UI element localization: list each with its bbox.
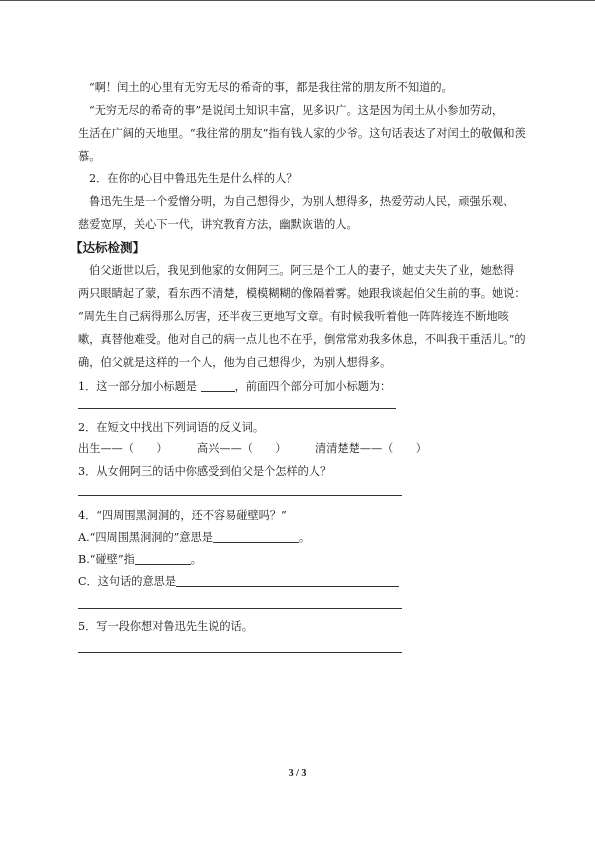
question-4b xyxy=(78,553,202,567)
q4a-blank[interactable] xyxy=(213,531,299,543)
passage-line-4: 嗽，真替他难受。他对自己的病一点儿也不在乎，倒常常劝我多休息，不叫我干重活儿。”的 xyxy=(78,333,526,346)
antonym-item-3: 清清楚楚——（ ） xyxy=(315,442,427,455)
question-4a xyxy=(78,531,310,545)
answer-2-line-2: 慈爱宽厚，关心下一代，讲究教育方法，幽默诙谐的人。 xyxy=(78,218,358,231)
passage-line-2: 两只眼睛起了蒙，看东西不清楚，模模糊糊的像隔着雾。她跟我谈起伯父生前的事。她说： xyxy=(78,287,526,300)
question-2-prompt: 2．在你的心目中鲁迅先生是什么样的人？ xyxy=(89,172,298,185)
question-3: 3．从女佣阿三的话中你感受到伯父是个怎样的人？ xyxy=(78,465,332,478)
question-4b-end: 。 xyxy=(190,553,202,566)
answer-line-q3[interactable] xyxy=(78,495,402,496)
passage-line-3: “周先生自己病得那么厉害，还半夜三更地写文章。有时候我听着他一阵阵接连不断地咳 xyxy=(78,310,509,323)
answer-line-q4c[interactable] xyxy=(78,608,402,609)
question-4b-label: B.“碰壁”指 xyxy=(78,553,135,566)
question-2: 2．在短文中找出下列词语的反义词。 xyxy=(78,421,265,434)
question-1-suffix: ，前面四个部分可加小标题为： xyxy=(234,380,392,393)
answer-line-q1[interactable] xyxy=(78,408,396,409)
answer-line-q5[interactable] xyxy=(78,652,402,653)
question-4a-end: 。 xyxy=(298,531,311,544)
explanation-line-3: 慕。 xyxy=(78,150,101,163)
q4b-blank[interactable] xyxy=(135,553,191,565)
question-4: 4．“四周围黑洞洞的，还不容易碰壁吗？” xyxy=(78,509,287,522)
antonym-item-2: 高兴——（ ） xyxy=(197,442,287,455)
question-5: 5．写一段你想对鲁迅先生说的话。 xyxy=(78,620,253,633)
passage-line-5: 确，伯父就是这样的一个人，他为自己想得少，为别人想得多。 xyxy=(78,356,392,369)
passage-line-1: 伯父逝世以后，我见到他家的女佣阿三。阿三是个工人的妻子，她丈夫失了业，她愁得 xyxy=(89,264,515,277)
question-4c-label: C．这句话的意思是 xyxy=(78,575,177,588)
page-number: 3 / 3 xyxy=(288,768,307,779)
question-1-label: 1．这一部分加小标题是 xyxy=(78,380,197,393)
antonym-item-1: 出生——（ ） xyxy=(78,442,168,455)
explanation-line-2: 生活在广阔的天地里。“我往常的朋友”指有钱人家的少爷。这句话表达了对闰土的敬佩和羡 xyxy=(78,127,526,140)
quote-line: “啊！闰土的心里有无穷无尽的希奇的事，都是我往常的朋友所不知道的。 xyxy=(89,81,453,94)
question-4a-label: A.“四周围黑洞洞的”意思是 xyxy=(78,531,213,544)
question-4c xyxy=(78,575,399,589)
section-heading: 【达标检测】 xyxy=(70,240,146,255)
question-1 xyxy=(78,380,391,394)
page-top-rule xyxy=(0,0,595,1)
q4c-blank[interactable] xyxy=(176,575,399,587)
answer-2-line-1: 鲁迅先生是一个爱憎分明，为自己想得少，为别人想得多，热爱劳动人民，顽强乐观、 xyxy=(89,195,515,208)
subtitle-blank[interactable] xyxy=(201,380,235,392)
explanation-line-1: “无穷无尽的希奇的事”是说闰土知识丰富，见多识广。这是因为闰土从小参加劳动， xyxy=(89,104,504,117)
